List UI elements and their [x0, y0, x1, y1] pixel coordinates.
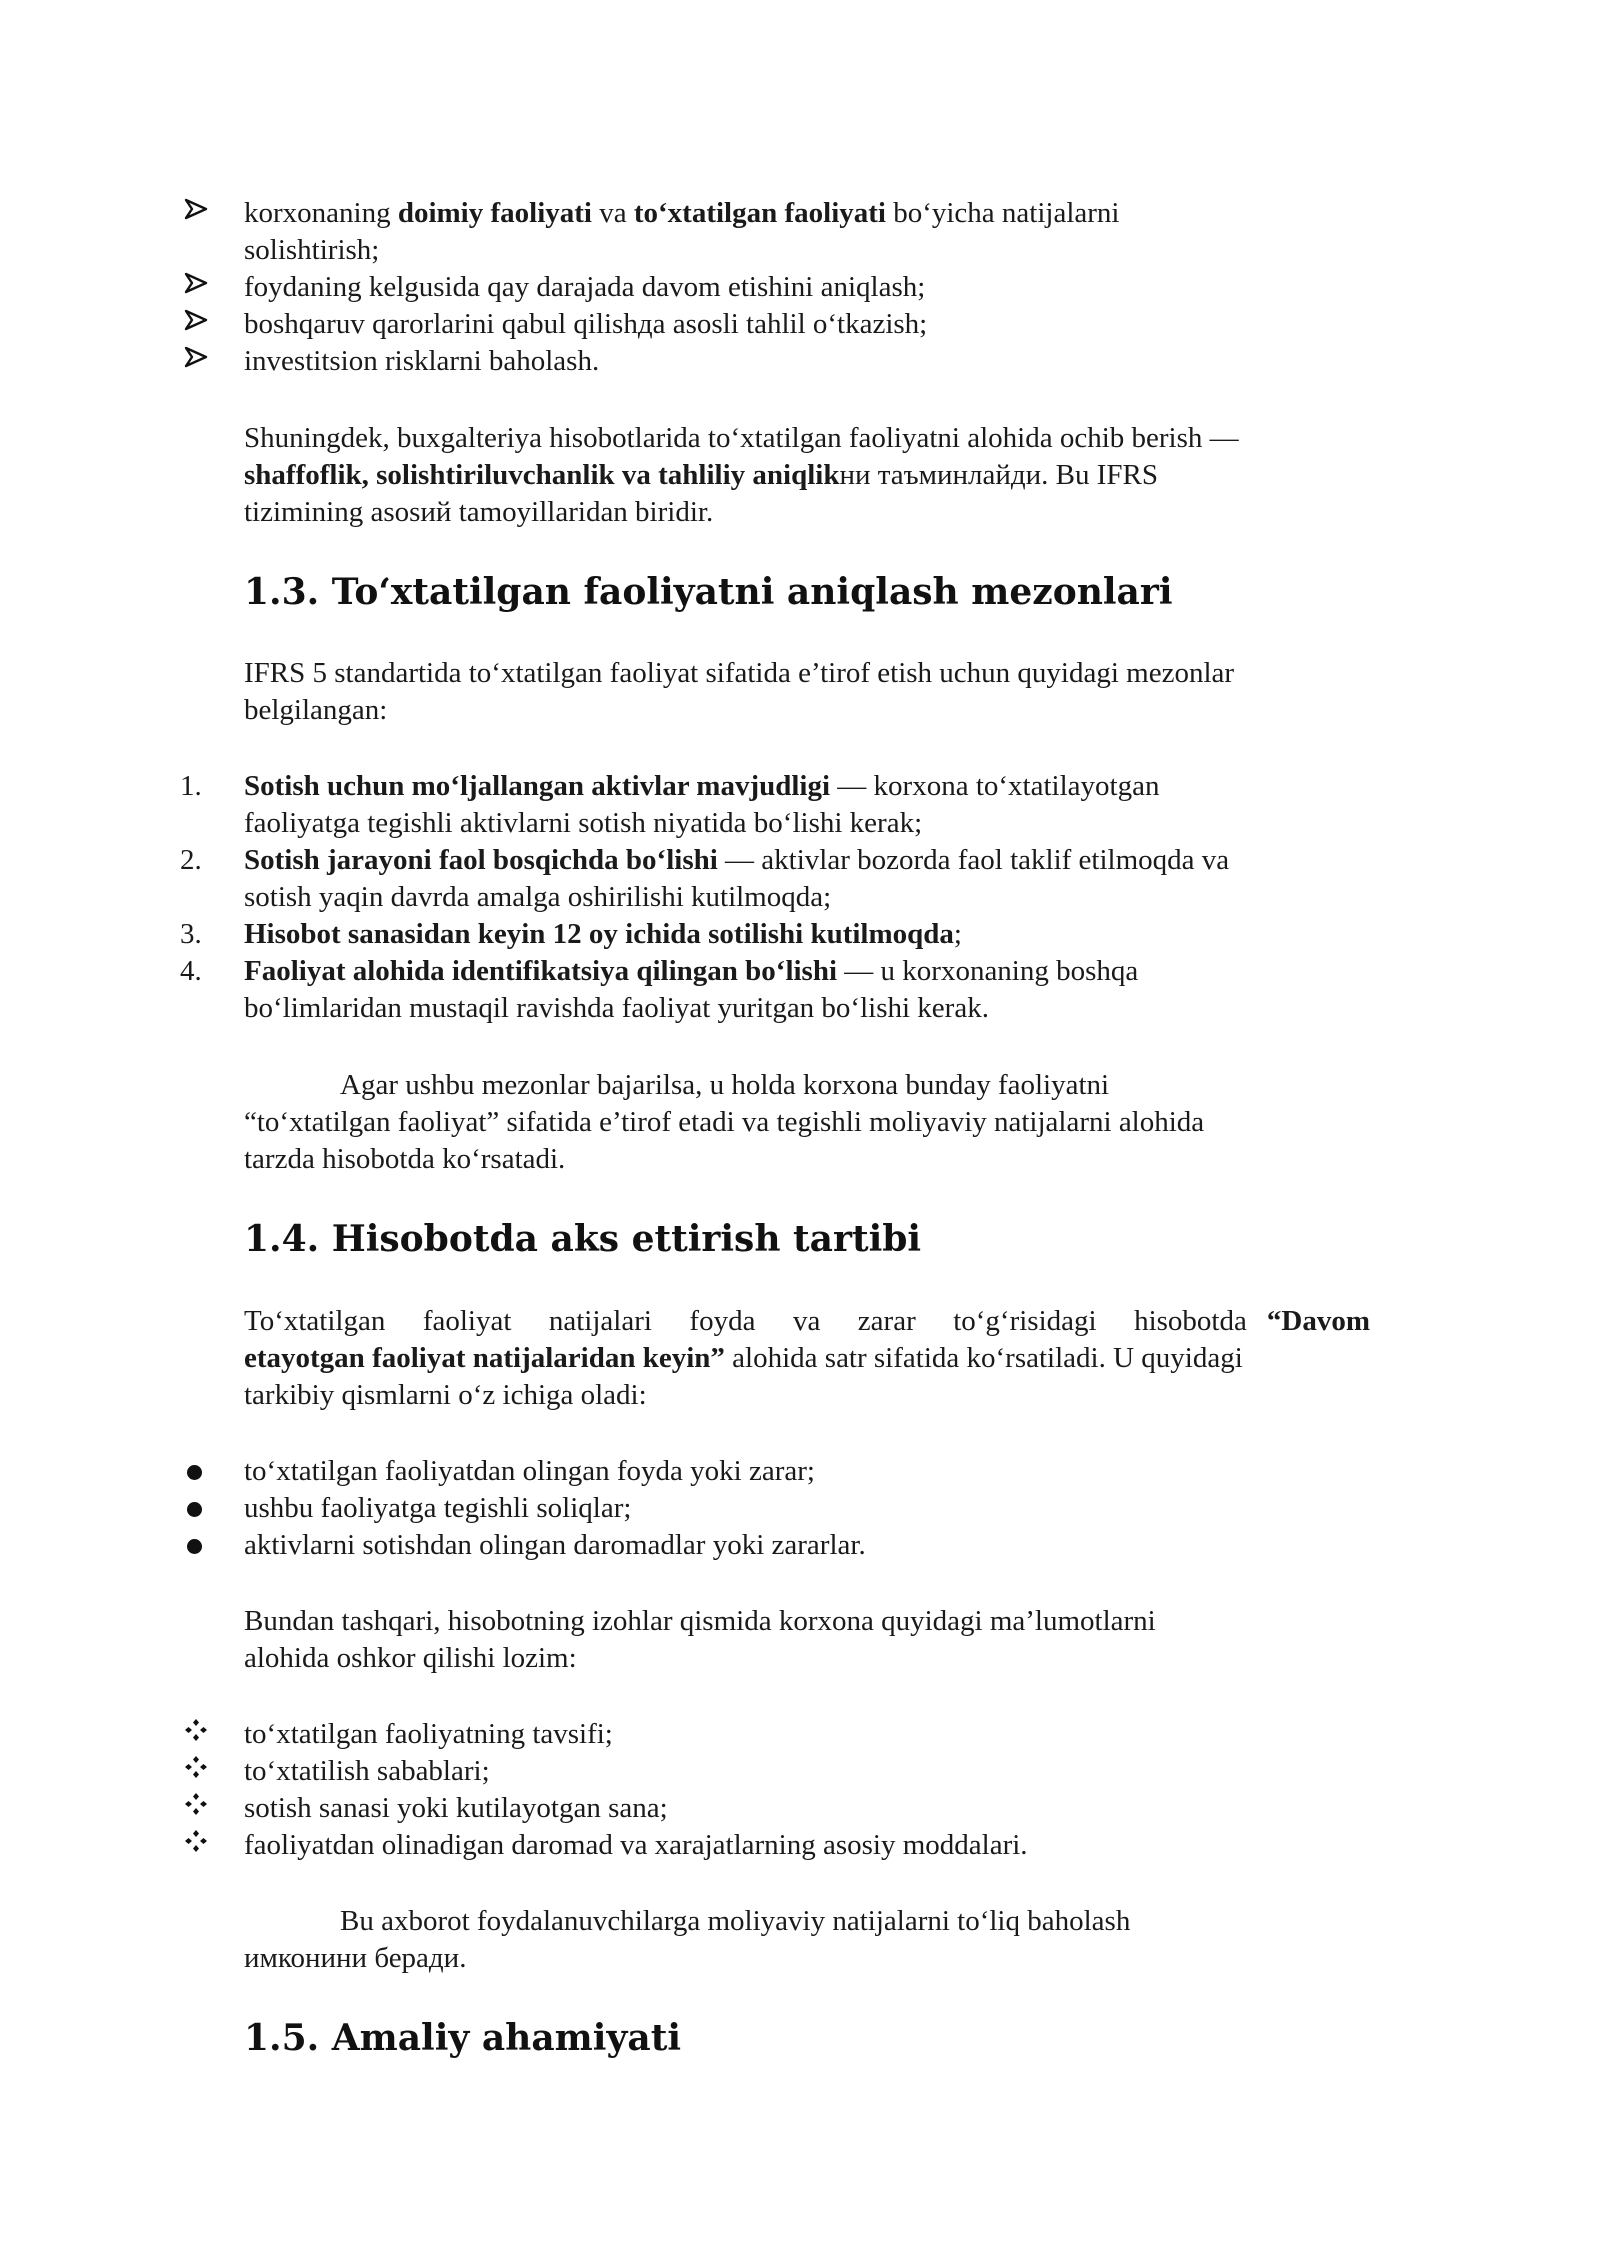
- list-number: 2.: [180, 844, 202, 876]
- list-number: 1.: [180, 770, 202, 802]
- list-item: faoliyatdan olinadigan daromad va xarajatlarning asosiy moddalari.: [244, 1829, 1028, 1861]
- list-item: foydaning kelgusida qay darajada davom etishini aniqlash;: [244, 271, 926, 303]
- list-item-continuation: solishtirish;: [244, 234, 380, 266]
- list-number: 4.: [180, 955, 202, 987]
- list-number: 3.: [180, 918, 202, 950]
- four-diamond-bullet-icon: [184, 1829, 224, 1853]
- four-diamond-bullet-icon: [184, 1792, 224, 1816]
- list-item: boshqaruv qarorlarini qabul qilishда asosli tahlil oʻtkazish;: [244, 308, 928, 340]
- list-item: toʻxtatilgan faoliyatning tavsifi;: [244, 1718, 613, 1750]
- list-item: aktivlarni sotishdan olingan daromadlar yoki zararlar.: [244, 1529, 866, 1561]
- list-item: investitsion risklarni baholash.: [244, 345, 600, 377]
- arrowhead-bullet-icon: [184, 271, 224, 295]
- list-item: Sotish jarayoni faol bosqichda boʻlishi — aktivlar bozorda faol taklif etilmoqda va: [244, 844, 1230, 876]
- filled-circle-bullet-icon: [184, 1527, 224, 1554]
- list-item: ushbu faoliyatga tegishli soliqlar;: [244, 1492, 632, 1524]
- list-item: sotish sanasi yoki kutilayotgan sana;: [244, 1792, 668, 1824]
- document-page: korxonaning doimiy faoliyati va toʻxtatilgan faoliyati boʻyicha natijalarni solishtirish; foydaning kelgusida qay darajada davom etishini aniqlash; boshqaruv qarorlarini qabul qilishда asosli tahlil oʻtkazish; investitsion risklarni baholash. Shuningdek, buxgalteriya hisobotlarida toʻxtatilgan faoliyatni alohida ochib berish — shaffoflik, solishtiriluvchanlik va tahliliy aniqlikни таъминлайди. Bu IFRS tizimining asosий tamoyillaridan biridir. 1.3. Toʻxtatilgan faoliyatni aniqlash mezonlari IFRS 5 standartida toʻxtatilgan faoliyat sifatida e’tirof etish uchun quyidagi mezonlar belgilangan: 1. Sotish uchun moʻljallangan aktivlar mavjudligi — korxona toʻxtatilayotgan faoliyatga tegishli aktivlarni sotish niyatida boʻlishi kerak; 2. Sotish jarayoni faol bosqichda boʻlishi — aktivlar bozorda faol taklif etilmoqda va sotish yaqin davrda amalga oshirilishi kutilmoqda; 3. Hisobot sanasidan keyin 12 oy ichida sotilishi kutilmoqda; 4. Faoliyat alohida identifikatsiya qilingan boʻlishi — u korxonaning boshqa boʻlimlaridan mustaqil ravishda faoliyat yuritgan boʻlishi kerak. Agar ushbu mezonlar bajarilsa, u holda korxona bunday faoliyatni “toʻxtatilgan faoliyat” sifatida e’tirof etadi va tegishli moliyaviy natijalarni alohida tarzda hisobotda koʻrsatadi. 1.4. Hisobotda aks ettirish tartibi Toʻxtatilgan faoliyat natijalari foyda va zarar toʻgʻrisidagi hisobotda “Davom etayotgan faoliyat natijalaridan keyin” alohida satr sifatida koʻrsatiladi. U quyidagi tarkibiy qismlarni oʻz ichiga oladi: toʻxtatilgan faoliyatdan olingan foyda yoki zarar; ushbu faoliyatga tegishli soliqlar; aktivlarni sotishdan olingan daromadlar yoki zararlar. Bundan tashqari, hisobotning izohlar qismida korxona quyidagi ma’lumotlarni alohida oshkor qilishi lozim: toʻxtatilgan faoliyatning tavsifi; toʻxtatilish sabablari; sotish sanasi yoki kutilayotgan sana; faoliyatdan olinadigan daromad va xarajatlarning asosiy moddalari. Bu axborot foydalanuvchilarga moliyaviy natijalarni toʻliq baholash имконини беради. 1.5. Amaliy ahamiyati: [180, 197, 1370, 2059]
- arrowhead-bullet-icon: [184, 345, 224, 369]
- list-item: korxonaning doimiy faoliyati va toʻxtatilgan faoliyati boʻyicha natijalarni: [244, 197, 1120, 229]
- filled-circle-bullet-icon: [184, 1453, 224, 1480]
- list-item: Hisobot sanasidan keyin 12 oy ichida sotilishi kutilmoqda;: [244, 918, 962, 950]
- section-heading: 1.4. Hisobotda aks ettirish tartibi: [244, 1218, 922, 1260]
- list-item: Faoliyat alohida identifikatsiya qilingan boʻlishi — u korxonaning boshqa: [244, 955, 1139, 987]
- list-item: toʻxtatilgan faoliyatdan olingan foyda yoki zarar;: [244, 1455, 815, 1487]
- arrowhead-bullet-icon: [184, 197, 224, 221]
- filled-circle-bullet-icon: [184, 1490, 224, 1517]
- arrowhead-bullet-icon: [184, 308, 224, 332]
- four-diamond-bullet-icon: [184, 1718, 224, 1742]
- section-heading: 1.3. Toʻxtatilgan faoliyatni aniqlash mezonlari: [244, 571, 1173, 613]
- list-item: toʻxtatilish sabablari;: [244, 1755, 490, 1787]
- four-diamond-bullet-icon: [184, 1755, 224, 1779]
- section-heading: 1.5. Amaliy ahamiyati: [244, 2017, 681, 2059]
- list-item: Sotish uchun moʻljallangan aktivlar mavjudligi — korxona toʻxtatilayotgan: [244, 770, 1160, 802]
